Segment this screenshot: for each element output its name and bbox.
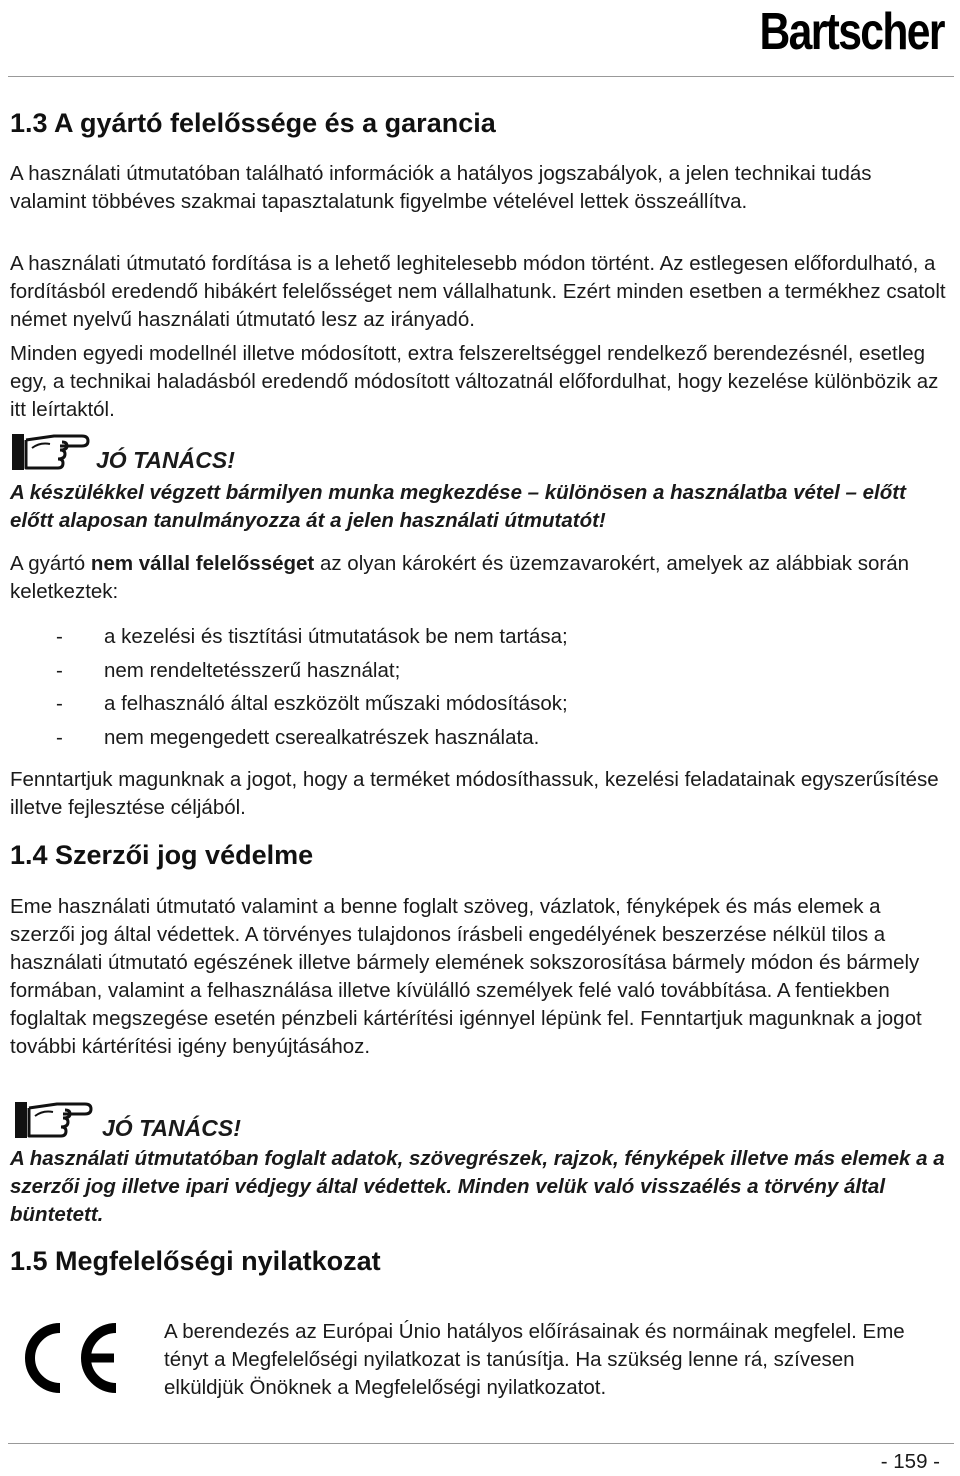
tip-1-text: A készülékkel végzett bármilyen munka megkezdése – különösen a használatba vétel – előtt előtt alaposan tanulmányozza át a jelen használati útmutatót! [10,481,906,532]
tip-2 [10,1096,241,1142]
section-1-5-heading: 1.5 Megfelelőségi nyilatkozat [10,1246,381,1276]
list-item-text: nem rendeltetésszerű használat; [104,658,401,682]
page-number: - 159 - [880,1450,940,1473]
list-item [10,721,948,755]
list-dash: - [56,658,63,682]
section-1-3-heading: 1.3 A gyártó felelőssége és a garancia [10,108,496,138]
s14-paragraph-1: Eme használati útmutató valamint a benne foglalt szöveg, vázlatok, fényképek és más elemek a szerzői jog által védettek. A törvényes tulajdonos írásbeli engedélyének beszerzése nélkül tilos a használati útmutató egészének illetve bármely elemének sokszorosítása bármely módon és bármely formában, valamint a felhasználása illetve kívülálló személyek felé való továbbítása. A fentiekben foglaltak megszegése esetén pénzbeli kártérítési igénnyel lépünk fel. Fenntartjuk magunknak a jogot további kártérítési igény benyújtásához. [10,895,922,1058]
s15-paragraph-1: A berendezés az Európai Únio hatályos előírásainak és normáinak megfelel. Eme tényt a Megfelelőségi nyilatkozat is tanúsítja. Ha szükség lenne rá, szívesen elküldjük Önöknek a Megfelelőségi nyilatkozatot. [164,1320,905,1399]
s13-paragraph-2: A használati útmutató fordítása is a lehető leghitelesebb módon történt. Az estlegesen előfordulható, a fordításból eredendő hibákért felelősséget nem vállalhatunk. Ezért minden esetben a termékhez csatolt német nyelvű használati útmutató lesz az irányadó. [10,252,946,331]
brand-logo: Bartscher [759,3,944,61]
pointing-hand-icon [10,1096,96,1142]
damage-causes-list [10,620,948,754]
list-dash: - [56,725,63,749]
tip-1-label: JÓ TANÁCS! [96,447,235,473]
footer-divider [8,1443,954,1444]
list-item [10,620,948,654]
tip-2-text: A használati útmutatóban foglalt adatok, szövegrészek, rajzok, fényképek illetve más elemek a a szerzői jog illetve ipari védjegy által védettek. Minden velük való visszaélés a törvény által büntetett. [10,1147,945,1226]
header-divider [8,76,954,77]
list-item [10,687,948,721]
list-item-text: a kezelési és tisztítási útmutatások be nem tartása; [104,625,568,648]
section-1-4-heading: 1.4 Szerzői jog védelme [10,840,314,870]
tip-1 [10,428,235,474]
s13-paragraph-3: Minden egyedi modellnél illetve módosított, extra felszereltséggel rendelkező berendezésnél, esetleg egy, a technikai haladásból eredendő módosított változatnál előfordulhat, hogy kezelése különbözik az itt leírtaktól. [10,342,939,421]
pointing-hand-icon [10,428,90,474]
s13-p4-start: A gyártó [10,552,91,575]
s13-paragraph-5: Fenntartjuk magunknak a jogot, hogy a terméket módosíthassuk, kezelési feladatainak egyszerűsítése illetve fejlesztése céljából. [10,768,939,819]
s13-paragraph-4 [10,550,948,606]
ce-mark-icon [12,1318,122,1398]
list-item [10,654,948,688]
tip-2-label: JÓ TANÁCS! [102,1115,241,1141]
list-item-text: a felhasználó által eszközölt műszaki módosítások; [104,692,568,715]
s13-paragraph-1: A használati útmutatóban található információk a hatályos jogszabályok, a jelen technikai tudás valamint többéves szakmai tapasztalatunk figyelmbe vételével lettek összeállítva. [10,162,872,213]
list-dash: - [56,692,63,715]
list-dash: - [56,625,63,648]
s13-p4-end: az olyan károkért és üzemzavarokért, amelyek az alábbiak során keletkeztek: [10,552,910,603]
list-item-text: nem megengedett cserealkatrészek használata. [104,725,540,749]
s13-p4-emphasis: nem vállal felelősséget [90,552,315,575]
